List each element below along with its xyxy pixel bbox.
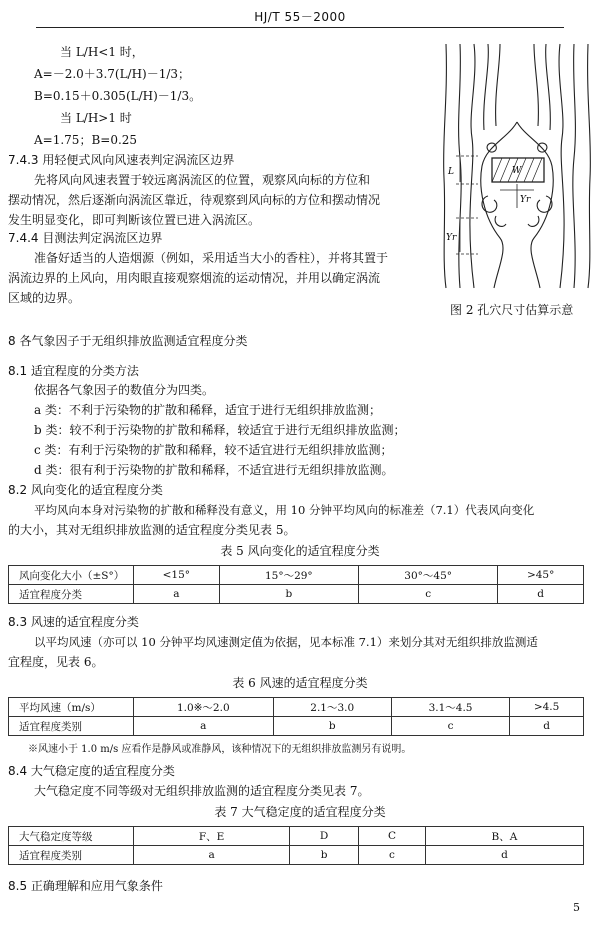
table-cell: 适宜程度分类 xyxy=(9,585,134,604)
section-8-heading: 8 各气象因子于无组织排放监测适宜程度分类 xyxy=(8,334,248,348)
section-7-4-3-line: 先将风向风速表置于较远离涡流区的位置，观察风向标的方位和 xyxy=(34,173,371,187)
class-item: d 类：很有利于污染物的扩散和稀释，不适宜进行无组织排放监测。 xyxy=(34,463,394,477)
figure-2-caption: 图 2 孔穴尺寸估算示意 xyxy=(450,303,574,317)
table-cell: 适宜程度类别 xyxy=(9,846,134,865)
table-cell: 30°～45° xyxy=(358,566,497,585)
table-cell: d xyxy=(510,717,584,736)
table-row xyxy=(9,846,584,865)
table-7-caption: 表 7 大气稳定度的适宜程度分类 xyxy=(214,805,386,819)
table-cell: D xyxy=(290,827,359,846)
table-cell: B、A xyxy=(425,827,583,846)
page-header: HJ/T 55－2000 xyxy=(254,10,346,24)
table-5 xyxy=(8,565,584,604)
table-cell: a xyxy=(134,846,290,865)
table-row xyxy=(9,698,584,717)
label-yr: Yr xyxy=(520,195,531,205)
section-8-4-line: 大气稳定度不同等级对无组织排放监测的适宜程度分类见表 7。 xyxy=(34,784,370,798)
section-8-1-intro: 依据各气象因子的数值分为四类。 xyxy=(34,383,215,397)
table-cell: 大气稳定度等级 xyxy=(9,827,134,846)
section-7-4-4-line: 准备好适当的人造烟源（例如，采用适当大小的香柱），并将其置于 xyxy=(34,251,389,265)
table-cell: <15° xyxy=(134,566,220,585)
class-item: b 类：较不利于污染物的扩散和稀释，较适宜于进行无组织排放监测； xyxy=(34,423,406,437)
table-cell: 风向变化大小（±S°） xyxy=(9,566,134,585)
table-cell: c xyxy=(391,717,509,736)
class-item: c 类：有利于污染物的扩散和稀释，较不适宜进行无组织排放监测； xyxy=(34,443,393,457)
table-cell: b xyxy=(273,717,391,736)
table-cell: >45° xyxy=(498,566,584,585)
table-cell: d xyxy=(498,585,584,604)
table-cell: 3.1～4.5 xyxy=(391,698,509,717)
table-cell: c xyxy=(359,846,426,865)
table-cell: b xyxy=(219,585,358,604)
section-8-4-heading: 8.4 大气稳定度的适宜程度分类 xyxy=(8,764,175,778)
table-cell: C xyxy=(359,827,426,846)
table-cell: a xyxy=(134,585,220,604)
equation-ab2: A=1.75；B=0.25 xyxy=(34,133,138,147)
table-cell: 平均风速（m/s） xyxy=(9,698,134,717)
table-cell: c xyxy=(358,585,497,604)
table-cell: d xyxy=(425,846,583,865)
label-l: L xyxy=(448,167,454,177)
class-item: a 类：不利于污染物的扩散和稀释，适宜于进行无组织排放监测； xyxy=(34,403,381,417)
section-8-3-line: 以平均风速（亦可以 10 分钟平均风速测定值为依据，见本标准 7.1）来划分其对无组织排放监测适 xyxy=(34,635,538,649)
table-row xyxy=(9,717,584,736)
section-7-4-4-heading: 7.4.4 目测法判定涡流区边界 xyxy=(8,231,163,245)
equation-b1: B=0.15＋0.305(L/H)－1/3。 xyxy=(34,89,202,103)
table-cell: 15°～29° xyxy=(219,566,358,585)
table-row xyxy=(9,827,584,846)
table-6-note: ※风速小于 1.0 m/s 应看作是静风或准静风，该种情况下的无组织排放监测另有说明。 xyxy=(28,744,412,755)
section-8-2-line: 平均风向本身对污染物的扩散和稀释没有意义，用 10 分钟平均风向的标准差（7.1）代表风向变化 xyxy=(34,503,535,517)
label-yr-left: Yr xyxy=(446,233,457,243)
section-7-4-4-line: 区域的边界。 xyxy=(8,291,81,305)
section-7-4-4-line: 涡流边界的上风向，用肉眼直接观察烟流的运动情况，并用以确定涡流 xyxy=(8,271,381,285)
section-8-1-heading: 8.1 适宜程度的分类方法 xyxy=(8,364,139,378)
table-5-caption: 表 5 风向变化的适宜程度分类 xyxy=(220,544,380,558)
header-rule xyxy=(36,27,564,28)
table-row xyxy=(9,566,584,585)
condition-2: 当 L/H>1 时 xyxy=(60,111,132,125)
section-8-3-heading: 8.3 风速的适宜程度分类 xyxy=(8,615,139,629)
page-number: 5 xyxy=(573,901,580,914)
table-7 xyxy=(8,826,584,865)
table-row xyxy=(9,585,584,604)
table-6-caption: 表 6 风速的适宜程度分类 xyxy=(232,676,368,690)
section-8-5-heading: 8.5 正确理解和应用气象条件 xyxy=(8,879,163,893)
section-8-2-line: 的大小，其对无组织排放监测的适宜程度分类见表 5。 xyxy=(8,523,296,537)
table-6 xyxy=(8,697,584,736)
section-8-3-line: 宜程度，见表 6。 xyxy=(8,655,104,669)
equation-a1: A=－2.0＋3.7(L/H)－1/3； xyxy=(34,67,191,81)
table-cell: F、E xyxy=(134,827,290,846)
section-7-4-3-line: 发生明显变化，即可判断该位置已进入涡流区。 xyxy=(8,213,261,227)
table-cell: >4.5 xyxy=(510,698,584,717)
section-7-4-3-line: 摆动情况，然后逐渐向涡流区靠近，待观察到风向标的方位和摆动情况 xyxy=(8,193,381,207)
table-cell: 适宜程度类别 xyxy=(9,717,134,736)
section-7-4-3-heading: 7.4.3 用轻便式风向风速表判定涡流区边界 xyxy=(8,153,235,167)
table-cell: 1.0※～2.0 xyxy=(134,698,274,717)
figure-2-cavity-diagram xyxy=(438,38,596,292)
condition-1: 当 L/H<1 时， xyxy=(60,45,144,59)
table-cell: 2.1～3.0 xyxy=(273,698,391,717)
table-cell: a xyxy=(134,717,274,736)
label-w: W xyxy=(512,166,522,176)
table-cell: b xyxy=(290,846,359,865)
section-8-2-heading: 8.2 风向变化的适宜程度分类 xyxy=(8,483,163,497)
